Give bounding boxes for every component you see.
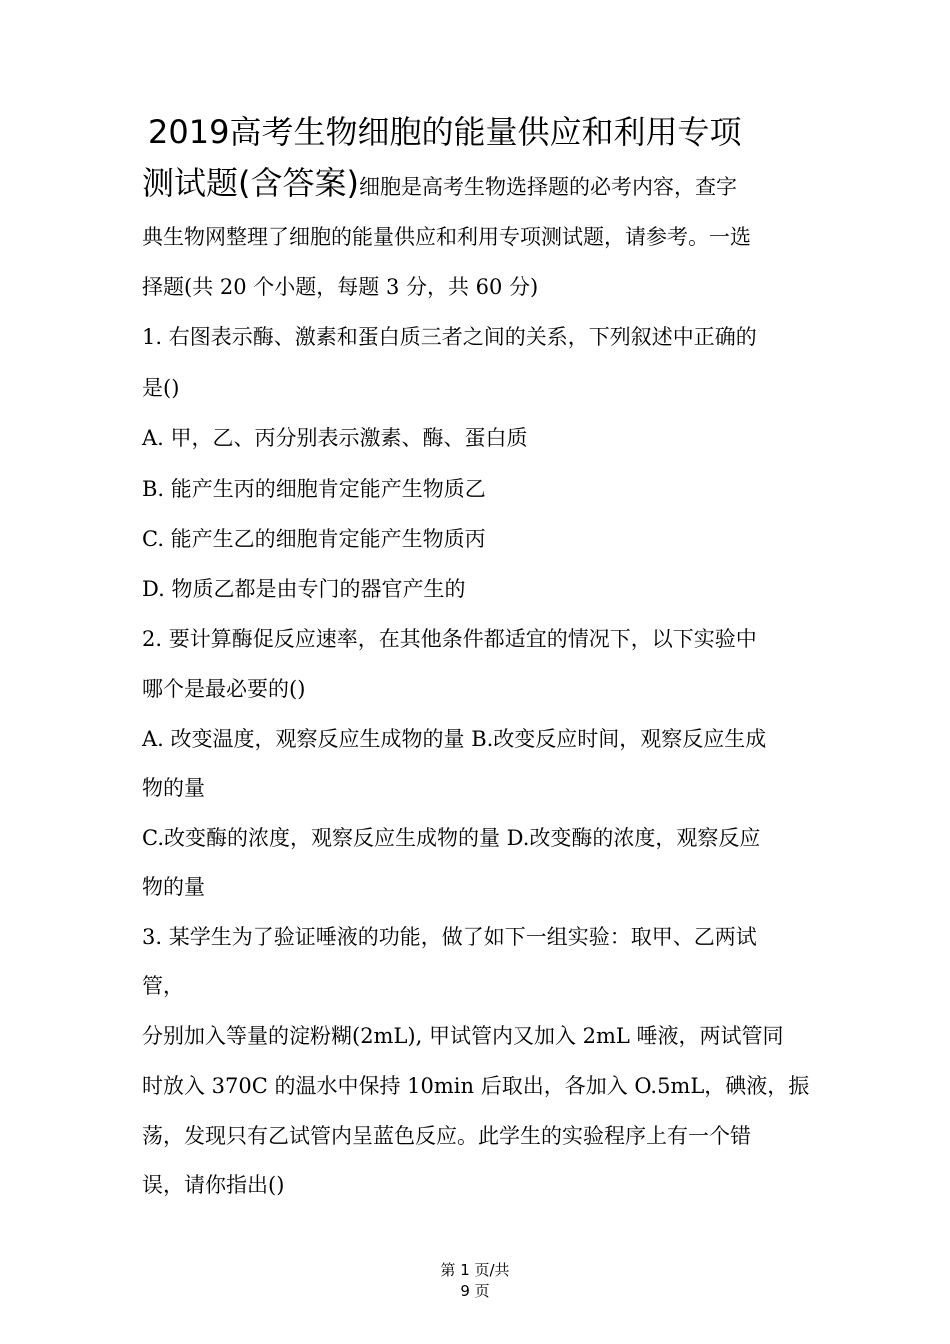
question-3-paragraph-line-1: 分别加入等量的淀粉糊(2mL), 甲试管内又加入 2mL 唾液，两试管同: [142, 1024, 784, 1048]
question-1-option-d: D. 物质乙都是由专门的器官产生的: [142, 577, 466, 601]
question-2-stem: 2. 要计算酶促反应速率，在其他条件都适宜的情况下，以下实验中: [142, 627, 757, 651]
question-3-paragraph-line-2: 时放入 370C 的温水中保持 10min 后取出，各加入 O.5mL，碘液，振: [142, 1074, 810, 1098]
question-1-stem-cont: 是(): [142, 376, 180, 400]
question-1-stem: 1. 右图表示酶、激素和蛋白质三者之间的关系，下列叙述中正确的: [142, 325, 757, 349]
question-1-option-c: C. 能产生乙的细胞肯定能产生物质丙: [142, 527, 486, 551]
intro-text-line-1: 细胞是高考生物选择题的必考内容，查字: [358, 175, 737, 199]
page-number-line-2: 9 页: [460, 1282, 490, 1300]
document-title-tail: 测试题(含答案): [142, 164, 359, 202]
intro-text-line-2: 典生物网整理了细胞的能量供应和利用专项测试题，请参考。一选: [142, 225, 751, 249]
question-3-stem: 3. 某学生为了验证唾液的功能，做了如下一组实验：取甲、乙两试: [142, 925, 757, 949]
question-2-stem-cont: 哪个是最必要的(): [142, 677, 306, 701]
question-2-options-cd-cont: 物的量: [142, 875, 205, 899]
document-title-line-1: 2019高考生物细胞的能量供应和利用专项: [148, 113, 742, 151]
question-2-options-cd: C.改变酶的浓度，观察反应生成物的量 D.改变酶的浓度，观察反应: [142, 826, 761, 850]
intro-text-line-3: 择题(共 20 个小题，每题 3 分，共 60 分): [142, 275, 539, 299]
question-3-stem-cont: 管，: [142, 974, 184, 998]
question-1-option-b: B. 能产生丙的细胞肯定能产生物质乙: [142, 477, 486, 501]
question-3-paragraph-line-4: 误，请你指出(): [142, 1173, 285, 1197]
question-3-paragraph-line-3: 荡，发现只有乙试管内呈蓝色反应。此学生的实验程序上有一个错: [142, 1124, 751, 1148]
document-title-line-2: [142, 163, 737, 207]
question-1-option-a: A. 甲，乙、丙分别表示激素、酶、蛋白质: [142, 426, 528, 450]
question-2-options-ab-cont: 物的量: [142, 776, 205, 800]
question-2-options-ab: A. 改变温度，观察反应生成物的量 B.改变反应时间，观察反应生成: [142, 727, 767, 751]
page-number-line-1: 第 1 页/共: [440, 1261, 510, 1279]
